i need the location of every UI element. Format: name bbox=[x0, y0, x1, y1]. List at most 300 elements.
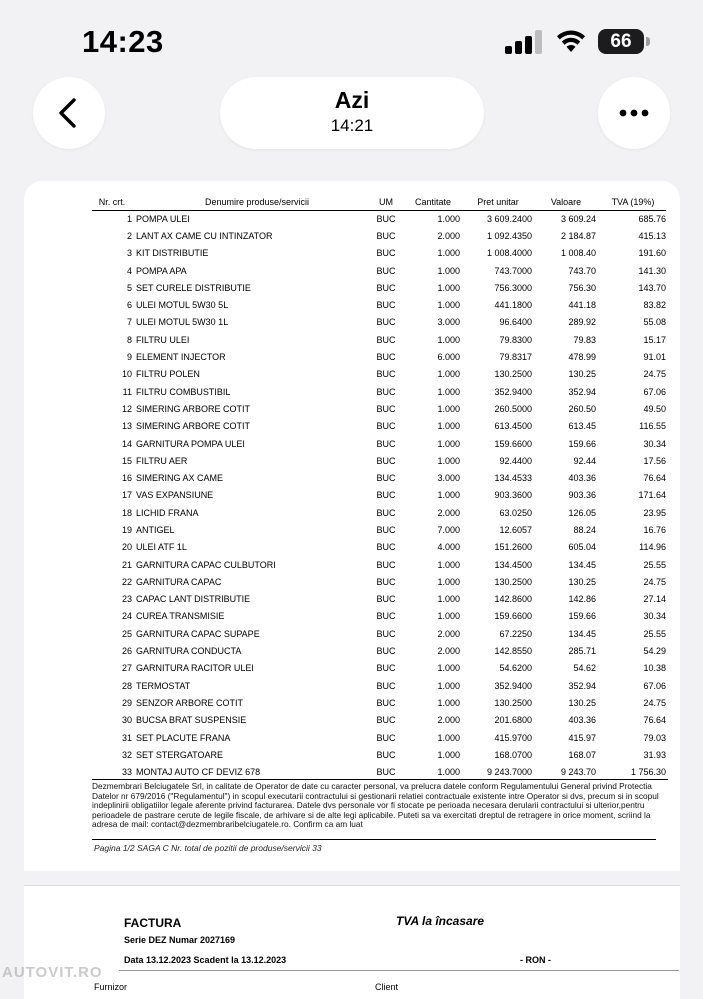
invoice-document[interactable] bbox=[24, 181, 680, 871]
invoice-rows bbox=[92, 210, 666, 781]
table-row bbox=[92, 712, 666, 729]
quantity: 1.000 bbox=[437, 300, 460, 311]
table-row bbox=[92, 608, 666, 625]
value: 352.94 bbox=[568, 386, 596, 397]
unit-price: 201.6800 bbox=[494, 715, 532, 726]
unit: BUC bbox=[376, 732, 396, 743]
table-row bbox=[92, 418, 666, 435]
vat: 171.64 bbox=[638, 490, 666, 501]
quantity: 2.000 bbox=[437, 628, 460, 639]
product-name: ULEI MOTUL 5W30 1L bbox=[136, 317, 229, 328]
divider bbox=[119, 970, 679, 971]
table-row bbox=[92, 331, 666, 348]
quantity: 1.000 bbox=[437, 490, 460, 501]
table-row bbox=[92, 245, 666, 262]
unit: BUC bbox=[376, 715, 396, 726]
quantity: 4.000 bbox=[437, 542, 460, 553]
value: 79.83 bbox=[573, 334, 596, 345]
row-number: 23 bbox=[121, 594, 132, 605]
unit-price: 613.4500 bbox=[494, 421, 532, 432]
row-number: 3 bbox=[126, 248, 132, 259]
unit-price: 130.2500 bbox=[494, 576, 532, 587]
value: 92.44 bbox=[573, 455, 596, 466]
column-header: TVA (19%) bbox=[600, 194, 666, 210]
battery-icon: 66 bbox=[598, 29, 644, 54]
quantity: 1.000 bbox=[437, 767, 460, 778]
row-number: 30 bbox=[121, 715, 132, 726]
row-number: 10 bbox=[121, 369, 132, 380]
table-row bbox=[92, 383, 666, 400]
row-number: 6 bbox=[126, 300, 132, 311]
more-button[interactable] bbox=[598, 77, 670, 149]
quantity: 1.000 bbox=[437, 749, 460, 760]
invoice-title: FACTURA bbox=[124, 916, 182, 930]
signal-icon bbox=[505, 30, 543, 54]
product-name: GARNITURA RACITOR ULEI bbox=[136, 663, 254, 674]
column-header: Pret unitar bbox=[464, 194, 536, 210]
product-name: KIT DISTRIBUTIE bbox=[136, 248, 209, 259]
product-name: GARNITURA POMPA ULEI bbox=[136, 438, 245, 449]
vat: 24.75 bbox=[643, 576, 666, 587]
product-name: GARNITURA CAPAC CULBUTORI bbox=[136, 559, 276, 570]
unit: BUC bbox=[376, 265, 396, 276]
table-row bbox=[92, 694, 666, 711]
value: 130.25 bbox=[568, 369, 596, 380]
column-header: Cantitate bbox=[406, 194, 464, 210]
row-number: 1 bbox=[126, 213, 132, 224]
row-number: 28 bbox=[121, 680, 132, 691]
unit: BUC bbox=[376, 646, 396, 657]
vat: 685.76 bbox=[638, 213, 666, 224]
value: 3 609.24 bbox=[560, 213, 596, 224]
vat: 91.01 bbox=[643, 352, 666, 363]
row-number: 7 bbox=[126, 317, 132, 328]
quantity: 6.000 bbox=[437, 352, 460, 363]
product-name: SET STERGATOARE bbox=[136, 749, 224, 760]
unit-price: 756.3000 bbox=[494, 282, 532, 293]
unit: BUC bbox=[376, 317, 396, 328]
vat: 30.34 bbox=[643, 438, 666, 449]
vat: 30.34 bbox=[643, 611, 666, 622]
vat: 141.30 bbox=[638, 265, 666, 276]
table-row bbox=[92, 279, 666, 296]
value: 159.66 bbox=[568, 611, 596, 622]
value: 441.18 bbox=[568, 300, 596, 311]
product-name: SIMERING AX CAME bbox=[136, 473, 224, 484]
product-name: LICHID FRANA bbox=[136, 507, 199, 518]
value: 756.30 bbox=[568, 282, 596, 293]
quantity: 1.000 bbox=[437, 386, 460, 397]
row-number: 21 bbox=[121, 559, 132, 570]
unit: BUC bbox=[376, 507, 396, 518]
quantity: 3.000 bbox=[437, 317, 460, 328]
unit: BUC bbox=[376, 767, 396, 778]
value: 134.45 bbox=[568, 628, 596, 639]
vat: 67.06 bbox=[643, 386, 666, 397]
unit-price: 260.5000 bbox=[494, 403, 532, 414]
vat: 1 756.30 bbox=[630, 767, 666, 778]
unit-price: 130.2500 bbox=[494, 697, 532, 708]
table-row bbox=[92, 210, 666, 227]
table-row bbox=[92, 400, 666, 417]
quantity: 1.000 bbox=[437, 403, 460, 414]
value: 260.50 bbox=[568, 403, 596, 414]
unit: BUC bbox=[376, 628, 396, 639]
tva-label: TVA la încasare bbox=[396, 914, 485, 928]
gdpr-notice: Dezmembrari Belciugatele Srl, in calitate de Operator de date cu caracter personal, va prelucra datele conform Regulamentului General privind Protectia Datelor nr 679/2016 ("Regulamentul") in scopul executarii contractului si gestionarii relatiei contractuale existente intre Operator si dvs, precum si in scopul indeplinirii obligatiilor legale aferente privind facturarea. Datele dvs personale vor fi stocate pe perioada necesara derularii contractului si ulterior,pentru perioadele de pastrare cerute de legile fiscale, de arhivare si de alte legi aplicabile. Puteti sa va exercitati dreptul de retragere in orice moment, scriind la adresa de mail: contact@dezmembraribelciugatele.ro. Confirm ca am luat bbox=[92, 779, 668, 830]
quantity: 3.000 bbox=[437, 473, 460, 484]
vat: 76.64 bbox=[643, 715, 666, 726]
unit: BUC bbox=[376, 403, 396, 414]
product-name: SIMERING ARBORE COTIT bbox=[136, 421, 251, 432]
quantity: 1.000 bbox=[437, 455, 460, 466]
quantity: 1.000 bbox=[437, 421, 460, 432]
row-number: 26 bbox=[121, 646, 132, 657]
quantity: 1.000 bbox=[437, 680, 460, 691]
table-row bbox=[92, 556, 666, 573]
row-number: 31 bbox=[121, 732, 132, 743]
divider bbox=[92, 839, 656, 840]
table-row bbox=[92, 227, 666, 244]
value: 903.36 bbox=[568, 490, 596, 501]
product-name: MONTAJ AUTO CF DEVIZ 678 bbox=[136, 767, 261, 778]
vat: 191.60 bbox=[638, 248, 666, 259]
row-number: 5 bbox=[126, 282, 132, 293]
column-header: UM bbox=[366, 194, 406, 210]
unit-price: 1 008.4000 bbox=[486, 248, 532, 259]
unit-price: 79.8300 bbox=[499, 334, 532, 345]
battery-tip bbox=[646, 37, 650, 46]
unit-price: 352.9400 bbox=[494, 680, 532, 691]
unit-price: 415.9700 bbox=[494, 732, 532, 743]
row-number: 11 bbox=[122, 386, 132, 397]
unit: BUC bbox=[376, 542, 396, 553]
row-number: 29 bbox=[121, 697, 132, 708]
product-name: BUCSA BRAT SUSPENSIE bbox=[136, 715, 247, 726]
product-name: GARNITURA CAPAC SUPAPE bbox=[136, 628, 260, 639]
table-row bbox=[92, 573, 666, 590]
unit: BUC bbox=[376, 213, 396, 224]
value: 352.94 bbox=[568, 680, 596, 691]
vat: 54.29 bbox=[643, 646, 666, 657]
unit-price: 159.6600 bbox=[494, 438, 532, 449]
product-name: ULEI ATF 1L bbox=[136, 542, 187, 553]
unit: BUC bbox=[376, 490, 396, 501]
product-name: CAPAC LANT DISTRIBUTIE bbox=[136, 594, 251, 605]
vat: 76.64 bbox=[643, 473, 666, 484]
vat: 143.70 bbox=[638, 282, 666, 293]
vat: 25.55 bbox=[643, 628, 666, 639]
product-name: FILTRU ULEI bbox=[136, 334, 190, 345]
value: 478.99 bbox=[568, 352, 596, 363]
wifi-icon bbox=[554, 28, 588, 54]
quantity: 1.000 bbox=[437, 438, 460, 449]
quantity: 1.000 bbox=[437, 369, 460, 380]
product-name: GARNITURA CONDUCTA bbox=[136, 646, 242, 657]
unit: BUC bbox=[376, 663, 396, 674]
value: 54.62 bbox=[573, 663, 596, 674]
value: 403.36 bbox=[568, 473, 596, 484]
page-title: Azi bbox=[334, 87, 370, 113]
table-row bbox=[92, 452, 666, 469]
vat: 17.56 bbox=[643, 455, 666, 466]
unit: BUC bbox=[376, 248, 396, 259]
value: 134.45 bbox=[568, 559, 596, 570]
table-row bbox=[92, 729, 666, 746]
vat: 67.06 bbox=[643, 680, 666, 691]
quantity: 2.000 bbox=[437, 230, 460, 241]
quantity: 1.000 bbox=[437, 248, 460, 259]
product-name: CUREA TRANSMISIE bbox=[136, 611, 225, 622]
vat: 55.08 bbox=[643, 317, 666, 328]
unit-price: 67.2250 bbox=[499, 628, 532, 639]
unit-price: 142.8550 bbox=[494, 646, 532, 657]
page-footer: Pagina 1/2 SAGA C Nr. total de pozitii de produse/servicii 33 bbox=[94, 843, 322, 853]
row-number: 17 bbox=[121, 490, 132, 501]
product-name: FILTRU AER bbox=[136, 455, 188, 466]
value: 9 243.70 bbox=[560, 767, 596, 778]
unit-price: 92.4400 bbox=[499, 455, 532, 466]
vat: 31.93 bbox=[643, 749, 666, 760]
product-name: ANTIGEL bbox=[136, 524, 175, 535]
table-row bbox=[92, 348, 666, 365]
product-name: FILTRU POLEN bbox=[136, 369, 200, 380]
product-name: SENZOR ARBORE COTIT bbox=[136, 697, 244, 708]
table-row bbox=[92, 625, 666, 642]
unit-price: 134.4500 bbox=[494, 559, 532, 570]
row-number: 14 bbox=[121, 438, 132, 449]
vat: 24.75 bbox=[643, 697, 666, 708]
unit-price: 12.6057 bbox=[499, 524, 532, 535]
vat: 25.55 bbox=[643, 559, 666, 570]
table-row bbox=[92, 314, 666, 331]
value: 126.05 bbox=[568, 507, 596, 518]
value: 613.45 bbox=[568, 421, 596, 432]
unit: BUC bbox=[376, 473, 396, 484]
product-name: ELEMENT INJECTOR bbox=[136, 352, 226, 363]
product-name: SET CURELE DISTRIBUTIE bbox=[136, 282, 251, 293]
value: 88.24 bbox=[573, 524, 596, 535]
quantity: 2.000 bbox=[437, 646, 460, 657]
status-time: 14:23 bbox=[82, 24, 164, 59]
unit-price: 159.6600 bbox=[494, 611, 532, 622]
quantity: 1.000 bbox=[437, 265, 460, 276]
status-bar bbox=[0, 0, 703, 80]
invoice-page-2[interactable] bbox=[24, 885, 680, 999]
product-name: GARNITURA CAPAC bbox=[136, 576, 222, 587]
row-number: 22 bbox=[121, 576, 132, 587]
table-header-row bbox=[92, 194, 666, 210]
table-row bbox=[92, 262, 666, 279]
product-name: TERMOSTAT bbox=[136, 680, 191, 691]
table-row bbox=[92, 469, 666, 486]
quantity: 2.000 bbox=[437, 715, 460, 726]
unit: BUC bbox=[376, 230, 396, 241]
row-number: 16 bbox=[121, 473, 132, 484]
row-number: 19 bbox=[121, 524, 132, 535]
unit: BUC bbox=[376, 334, 396, 345]
unit: BUC bbox=[376, 352, 396, 363]
unit: BUC bbox=[376, 369, 396, 380]
table-row bbox=[92, 504, 666, 521]
vat: 16.76 bbox=[643, 524, 666, 535]
page-subtitle: 14:21 bbox=[330, 116, 374, 135]
table-row bbox=[92, 296, 666, 313]
unit-price: 352.9400 bbox=[494, 386, 532, 397]
quantity: 7.000 bbox=[437, 524, 460, 535]
value: 130.25 bbox=[568, 697, 596, 708]
value: 403.36 bbox=[568, 715, 596, 726]
title-pill[interactable] bbox=[220, 77, 484, 149]
row-number: 4 bbox=[126, 265, 132, 276]
value: 1 008.40 bbox=[560, 248, 596, 259]
quantity: 1.000 bbox=[437, 282, 460, 293]
value: 2 184.87 bbox=[560, 230, 596, 241]
value: 130.25 bbox=[568, 576, 596, 587]
value: 289.92 bbox=[568, 317, 596, 328]
unit-price: 96.6400 bbox=[499, 317, 532, 328]
column-header: Nr. crt. bbox=[92, 194, 136, 210]
value: 415.97 bbox=[568, 732, 596, 743]
vat: 10.38 bbox=[643, 663, 666, 674]
unit-price: 3 609.2400 bbox=[486, 213, 532, 224]
table-row bbox=[92, 746, 666, 763]
unit-price: 142.8600 bbox=[494, 594, 532, 605]
unit-price: 63.0250 bbox=[499, 507, 532, 518]
quantity: 1.000 bbox=[437, 213, 460, 224]
quantity: 1.000 bbox=[437, 611, 460, 622]
unit: BUC bbox=[376, 611, 396, 622]
unit: BUC bbox=[376, 438, 396, 449]
unit: BUC bbox=[376, 421, 396, 432]
unit: BUC bbox=[376, 524, 396, 535]
watermark: AUTOVIT.RO bbox=[2, 964, 103, 981]
quantity: 1.000 bbox=[437, 559, 460, 570]
product-name: POMPA APA bbox=[136, 265, 187, 276]
vat: 415.13 bbox=[638, 230, 666, 241]
supplier-label: Furnizor bbox=[94, 982, 128, 992]
unit-price: 1 092.4350 bbox=[486, 230, 532, 241]
unit-price: 151.2600 bbox=[494, 542, 532, 553]
vat: 24.75 bbox=[643, 369, 666, 380]
product-name: VAS EXPANSIUNE bbox=[136, 490, 214, 501]
vat: 49.50 bbox=[643, 403, 666, 414]
column-header: Valoare bbox=[536, 194, 600, 210]
unit: BUC bbox=[376, 594, 396, 605]
invoice-table bbox=[92, 194, 666, 781]
unit-price: 9 243.7000 bbox=[486, 767, 532, 778]
unit-price: 168.0700 bbox=[494, 749, 532, 760]
row-number: 27 bbox=[121, 663, 132, 674]
unit-price: 441.1800 bbox=[494, 300, 532, 311]
invoice-series: Serie DEZ Numar 2027169 bbox=[124, 935, 236, 945]
column-header: Denumire produse/servicii bbox=[136, 194, 366, 210]
vat: 83.82 bbox=[643, 300, 666, 311]
vat: 23.95 bbox=[643, 507, 666, 518]
value: 142.86 bbox=[568, 594, 596, 605]
table-row bbox=[92, 642, 666, 659]
quantity: 1.000 bbox=[437, 697, 460, 708]
product-name: LANT AX CAME CU INTINZATOR bbox=[136, 230, 273, 241]
unit: BUC bbox=[376, 559, 396, 570]
row-number: 32 bbox=[121, 749, 132, 760]
product-name: SET PLACUTE FRANA bbox=[136, 732, 231, 743]
unit-price: 903.3600 bbox=[494, 490, 532, 501]
table-row bbox=[92, 677, 666, 694]
row-number: 15 bbox=[121, 455, 132, 466]
product-name: POMPA ULEI bbox=[136, 213, 190, 224]
quantity: 1.000 bbox=[437, 663, 460, 674]
product-name: ULEI MOTUL 5W30 5L bbox=[136, 300, 229, 311]
back-button[interactable] bbox=[33, 77, 105, 149]
unit-price: 134.4533 bbox=[494, 473, 532, 484]
unit: BUC bbox=[376, 576, 396, 587]
unit-price: 743.7000 bbox=[494, 265, 532, 276]
product-name: FILTRU COMBUSTIBIL bbox=[136, 386, 231, 397]
more-dots-icon bbox=[598, 77, 670, 149]
client-label: Client bbox=[375, 982, 399, 992]
table-row bbox=[92, 660, 666, 677]
row-number: 13 bbox=[121, 421, 132, 432]
row-number: 9 bbox=[126, 352, 132, 363]
row-number: 8 bbox=[126, 334, 132, 345]
vat: 15.17 bbox=[643, 334, 666, 345]
quantity: 1.000 bbox=[437, 334, 460, 345]
value: 605.04 bbox=[568, 542, 596, 553]
vat: 79.03 bbox=[643, 732, 666, 743]
table-row bbox=[92, 487, 666, 504]
unit: BUC bbox=[376, 300, 396, 311]
value: 159.66 bbox=[568, 438, 596, 449]
unit-price: 79.8317 bbox=[499, 352, 532, 363]
vat: 114.96 bbox=[639, 542, 666, 553]
invoice-dates: Data 13.12.2023 Scadent la 13.12.2023 bbox=[124, 955, 287, 965]
unit: BUC bbox=[376, 455, 396, 466]
quantity: 1.000 bbox=[437, 594, 460, 605]
table-row bbox=[92, 521, 666, 538]
unit-price: 130.2500 bbox=[494, 369, 532, 380]
table-row bbox=[92, 366, 666, 383]
row-number: 18 bbox=[121, 507, 132, 518]
vat: 27.14 bbox=[643, 594, 666, 605]
value: 743.70 bbox=[568, 265, 596, 276]
table-row bbox=[92, 591, 666, 608]
unit: BUC bbox=[376, 697, 396, 708]
vat: 116.55 bbox=[639, 421, 666, 432]
row-number: 24 bbox=[121, 611, 132, 622]
table-row bbox=[92, 539, 666, 556]
row-number: 33 bbox=[121, 767, 132, 778]
table-row bbox=[92, 435, 666, 452]
quantity: 1.000 bbox=[437, 732, 460, 743]
value: 168.07 bbox=[568, 749, 596, 760]
row-number: 12 bbox=[121, 403, 132, 414]
unit: BUC bbox=[376, 386, 396, 397]
unit: BUC bbox=[376, 680, 396, 691]
row-number: 2 bbox=[126, 230, 132, 241]
value: 285.71 bbox=[568, 646, 596, 657]
unit-price: 54.6200 bbox=[499, 663, 532, 674]
chevron-left-icon bbox=[33, 77, 105, 149]
quantity: 2.000 bbox=[437, 507, 460, 518]
unit: BUC bbox=[376, 749, 396, 760]
row-number: 25 bbox=[121, 628, 132, 639]
row-number: 20 bbox=[121, 542, 132, 553]
product-name: SIMERING ARBORE COTIT bbox=[136, 403, 251, 414]
currency-label: - RON - bbox=[520, 955, 551, 965]
unit: BUC bbox=[376, 282, 396, 293]
quantity: 1.000 bbox=[437, 576, 460, 587]
